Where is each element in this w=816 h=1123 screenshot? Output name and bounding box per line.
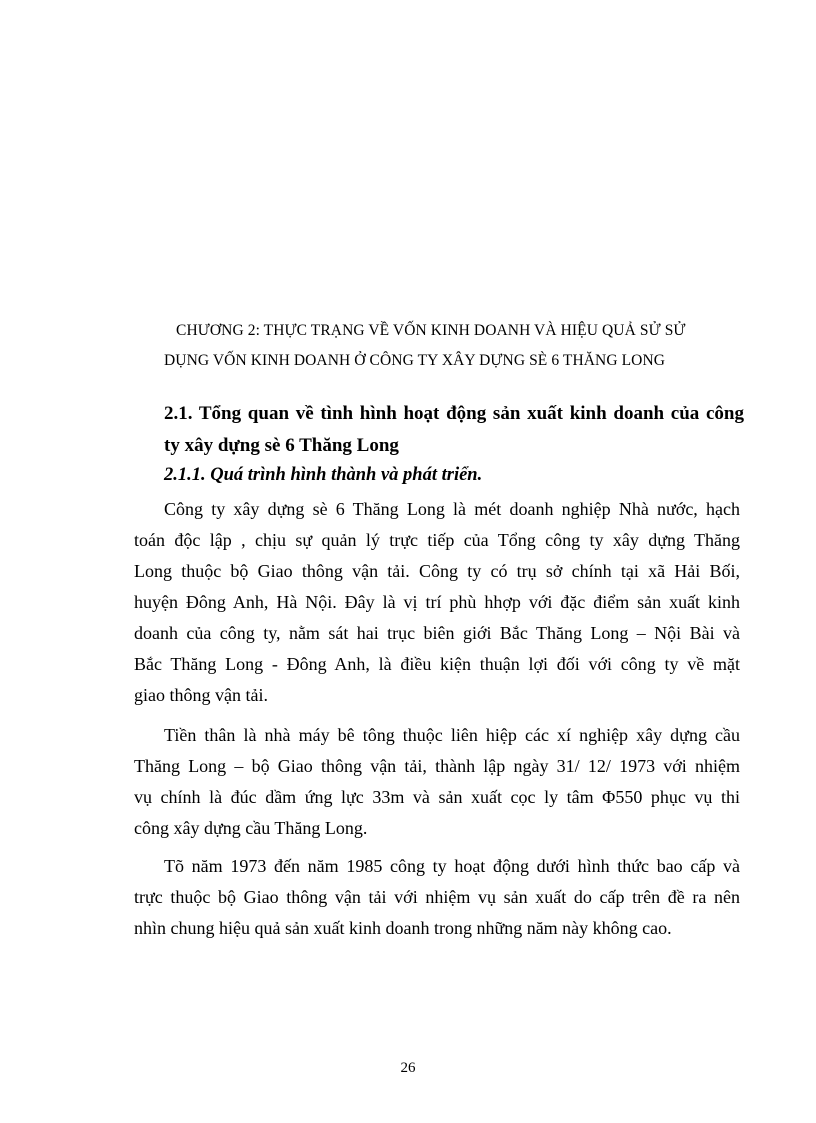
paragraph-line: doanh của công ty, nằm sát hai trục biên giới Bắc Thăng Long – Nội Bài và <box>134 623 740 643</box>
chapter-title-line-1: CHƯƠNG 2: THỰC TRẠNG VỀ VỐN KINH DOANH VÀ HIỆU QUẢ SỬ SỬ <box>176 322 686 339</box>
paragraph-line: công xây dựng cầu Thăng Long. <box>134 818 368 838</box>
paragraph-line: Long thuộc bộ Giao thông vận tải. Công ty có trụ sở chính tại xã Hải Bối, <box>134 561 740 581</box>
paragraph-line: nhìn chung hiệu quả sản xuất kinh doanh trong những năm này không cao. <box>134 918 672 938</box>
paragraph-line: Bắc Thăng Long - Đông Anh, là điều kiện thuận lợi đối với công ty về mặt <box>134 654 740 674</box>
paragraph-line: huyện Đông Anh, Hà Nội. Đây là vị trí phù hhợp với đặc điểm sản xuất kinh <box>134 592 740 612</box>
paragraph-line: Thăng Long – bộ Giao thông vận tải, thành lập ngày 31/ 12/ 1973 với nhiệm <box>134 756 740 776</box>
paragraph-line: giao thông vận tải. <box>134 685 268 705</box>
paragraph-2 <box>134 720 740 844</box>
section-heading <box>164 398 744 462</box>
paragraph-line: Tiền thân là nhà máy bê tông thuộc liên hiệp các xí nghiệp xây dựng cầu <box>164 725 740 745</box>
section-heading-line-2: ty xây dựng sè 6 Thăng Long <box>164 435 399 456</box>
paragraph-1 <box>134 494 740 711</box>
paragraph-line: vụ chính là đúc dầm ứng lực 33m và sản xuất cọc ly tâm Φ550 phục vụ thi <box>134 787 740 807</box>
paragraph-line: toán độc lập , chịu sự quản lý trực tiếp của Tổng công ty xây dựng Thăng <box>134 530 740 550</box>
paragraph-line: Tõ năm 1973 đến năm 1985 công ty hoạt động dưới hình thức bao cấp và <box>164 856 740 876</box>
chapter-title-line-2: DỤNG VỐN KINH DOANH Ở CÔNG TY XÂY DỰNG SÈ 6 THĂNG LONG <box>164 352 666 369</box>
subsection-heading: 2.1.1. Quá trình hình thành và phát triển. <box>164 465 483 485</box>
paragraph-line: trực thuộc bộ Giao thông vận tải với nhiệm vụ sản xuất do cấp trên đề ra nên <box>134 887 740 907</box>
paragraph-3 <box>134 851 740 944</box>
page-number: 26 <box>400 1060 416 1076</box>
section-heading-line-1: 2.1. Tổng quan về tình hình hoạt động sản xuất kinh doanh của công <box>164 403 744 424</box>
paragraph-line: Công ty xây dựng sè 6 Thăng Long là mét doanh nghiệp Nhà nước, hạch <box>164 499 740 519</box>
